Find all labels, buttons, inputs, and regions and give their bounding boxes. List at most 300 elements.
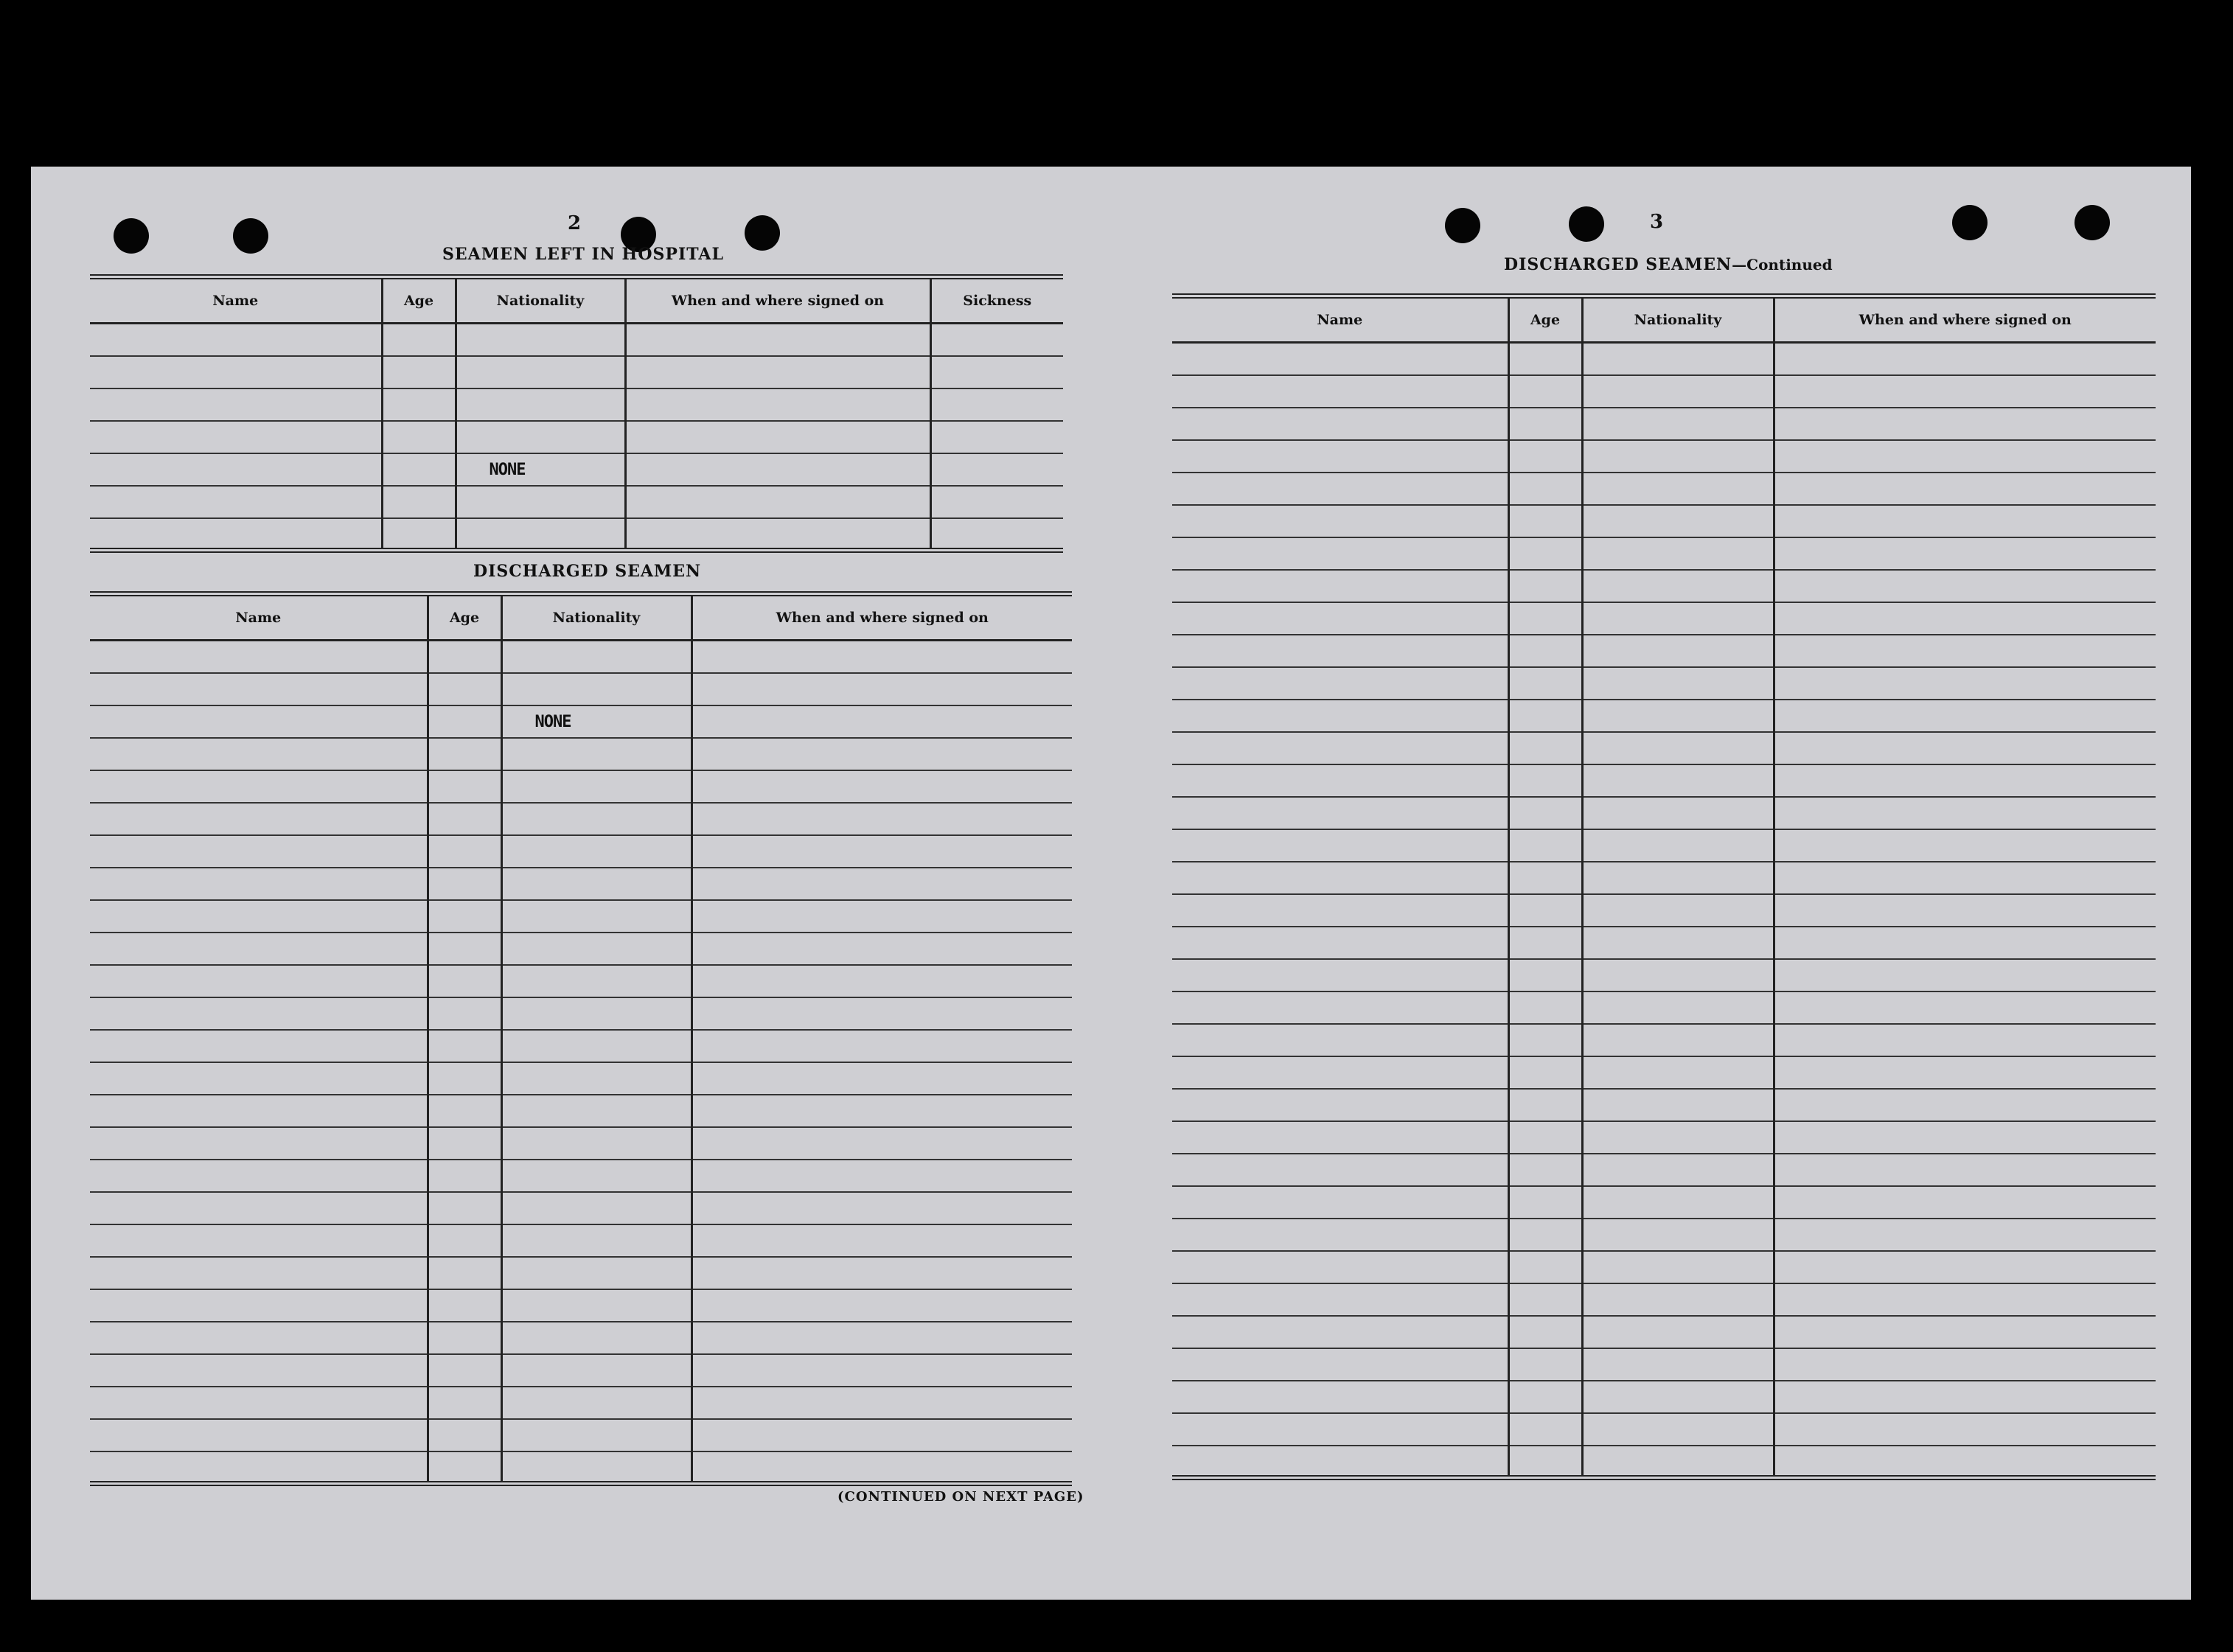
table-cell [930,388,1063,421]
table-cell [1172,862,1508,894]
table-cell [90,1224,428,1257]
table-cell [90,1322,428,1354]
table-cell [1508,1348,1582,1381]
table-cell [692,1192,1072,1224]
table-cell [428,1289,501,1322]
table-cell [1582,829,1774,862]
table-cell [501,965,692,997]
table-cell [1172,1219,1508,1251]
table-row [1172,927,2156,959]
table-row [90,324,1063,356]
table-cell [1582,1089,1774,1121]
table-cell [1508,1056,1582,1089]
table-cell [692,641,1072,673]
table-row [1172,700,2156,732]
table-cell [428,770,501,803]
table-cell [1508,408,1582,440]
table-cell [501,1192,692,1224]
punch-hole [233,218,268,254]
discharged-continued-title-main: DISCHARGED SEAMEN [1504,255,1732,274]
continued-suffix: —Continued [1732,256,1833,273]
table-cell [456,486,625,518]
table-cell [90,1095,428,1127]
table-row [90,965,1072,997]
table-row [1172,894,2156,927]
table-cell [1508,1381,1582,1413]
table-cell [501,770,692,803]
table-cell [90,1160,428,1192]
table-cell [1774,440,2156,473]
table-cell [1582,667,1774,700]
table-cell [428,1192,501,1224]
table-cell [1508,1316,1582,1348]
table-cell [1508,700,1582,732]
table-cell [1172,1283,1508,1316]
table-cell [1508,375,1582,408]
table-cell [501,1451,692,1484]
table-cell [90,453,382,486]
table-cell [90,673,428,705]
column-header-when-where: When and where signed on [1774,296,2156,343]
table-cell [692,1030,1072,1062]
table-cell [1172,1446,1508,1478]
table-cell [1172,1381,1508,1413]
table-cell [625,388,930,421]
table-row [1172,602,2156,635]
table-row [90,933,1072,965]
table-cell [382,453,456,486]
table-cell [1774,732,2156,764]
table-cell [90,1289,428,1322]
table-cell [501,1289,692,1322]
table-row [90,900,1072,933]
table-row [90,1451,1072,1484]
table-cell [1172,1186,1508,1219]
table-row [1172,1186,2156,1219]
table-row [90,1127,1072,1160]
table-row [1172,473,2156,505]
table-cell [625,324,930,356]
table-cell [625,421,930,453]
table-cell [501,1224,692,1257]
table-cell [1582,1186,1774,1219]
table-row [90,486,1063,518]
table-cell [90,1419,428,1451]
table-cell [90,900,428,933]
table-cell [428,1062,501,1095]
table-cell [1774,1186,2156,1219]
table-cell [1508,862,1582,894]
discharged-continued-title [1504,255,1833,274]
table-cell [1774,991,2156,1024]
table-cell [625,486,930,518]
table-cell [501,641,692,673]
table-cell [428,997,501,1030]
table-row [90,673,1072,705]
table-cell [1508,1121,1582,1154]
table-cell [1774,1154,2156,1186]
table-row [1172,829,2156,862]
table-cell [1774,797,2156,829]
table-cell [1582,991,1774,1024]
table-cell [692,1095,1072,1127]
table-cell [428,1160,501,1192]
column-header-name: Name [90,277,382,324]
table-cell [1774,1446,2156,1478]
table-cell [1172,1154,1508,1186]
table-cell [90,1257,428,1289]
table-cell [692,1322,1072,1354]
table-cell [428,641,501,673]
table-cell [428,965,501,997]
table-cell [1172,635,1508,667]
table-cell [692,803,1072,835]
table-cell [1774,1316,2156,1348]
table-cell [501,738,692,770]
table-row [90,738,1072,770]
table-cell [1508,732,1582,764]
table-cell [90,1354,428,1387]
table-cell [90,738,428,770]
table-cell [1172,732,1508,764]
table-cell [1774,667,2156,700]
table-cell [1582,1348,1774,1381]
table-cell [1582,440,1774,473]
hospital-table [90,274,1063,553]
table-cell [1582,959,1774,991]
table-cell [501,803,692,835]
table-cell [692,770,1072,803]
column-header-when-where: When and where signed on [692,594,1072,641]
table-cell [1508,894,1582,927]
table-cell [501,1030,692,1062]
table-row [90,1322,1072,1354]
table-row [90,356,1063,388]
table-cell [382,388,456,421]
table-cell [1172,797,1508,829]
table-cell [501,1387,692,1419]
table-cell [625,453,930,486]
table-cell [382,356,456,388]
table-cell [501,868,692,900]
table-cell [1508,1186,1582,1219]
column-header-sickness: Sickness [930,277,1063,324]
table-cell [1172,1251,1508,1283]
table-cell [1508,1219,1582,1251]
table-cell [1172,375,1508,408]
table-cell [692,738,1072,770]
table-cell [1172,505,1508,537]
table-cell [501,1095,692,1127]
table-cell [1582,1316,1774,1348]
table-cell [625,356,930,388]
column-header-nationality: Nationality [456,277,625,324]
table-cell [428,933,501,965]
table-cell [1582,1024,1774,1056]
table-cell [90,803,428,835]
discharged-continued-table-body [1172,343,2156,1478]
table-row [90,1354,1072,1387]
table-cell [428,1127,501,1160]
table-cell [1172,1413,1508,1446]
table-cell [692,1160,1072,1192]
table-cell [1172,1121,1508,1154]
table-cell [1172,1316,1508,1348]
table-cell [1774,1089,2156,1121]
hospital-section-title: SEAMEN LEFT IN HOSPITAL [442,245,724,264]
table-cell [1508,473,1582,505]
table-row [1172,1316,2156,1348]
table-cell [1774,343,2156,375]
table-row [1172,1024,2156,1056]
table-cell [1508,505,1582,537]
table-cell [90,356,382,388]
none-entry: NONE [489,460,526,479]
table-cell [1774,1024,2156,1056]
table-row [90,641,1072,673]
punch-hole [114,218,149,254]
table-cell [930,486,1063,518]
table-cell [1774,1283,2156,1316]
table-row [1172,764,2156,797]
table-cell [1774,408,2156,440]
table-cell [1172,991,1508,1024]
table-cell [1774,1219,2156,1251]
column-header-when-where: When and where signed on [625,277,930,324]
table-cell [692,1451,1072,1484]
table-cell [1582,700,1774,732]
table-cell [501,1322,692,1354]
table-cell [1508,1413,1582,1446]
table-row [90,388,1063,421]
none-entry: NONE [534,712,571,731]
table-cell [1774,1056,2156,1089]
discharged-table [90,591,1072,1486]
table-cell [1508,440,1582,473]
table-cell [90,868,428,900]
table-cell [1582,1446,1774,1478]
table-row [90,1224,1072,1257]
table-cell [90,705,428,738]
table-cell [1774,505,2156,537]
table-cell [930,356,1063,388]
table-row [90,1192,1072,1224]
table-row [90,1160,1072,1192]
table-cell [90,933,428,965]
table-cell [1508,1446,1582,1478]
table-cell [1508,1283,1582,1316]
table-cell [428,1257,501,1289]
column-header-age: Age [1508,296,1582,343]
table-row [90,1289,1072,1322]
table-cell [501,673,692,705]
table-row [90,770,1072,803]
table-cell [692,933,1072,965]
table-row [90,835,1072,868]
table-row [90,518,1063,551]
table-cell [90,486,382,518]
table-row [1172,1089,2156,1121]
table-row [1172,635,2156,667]
table-row [1172,1154,2156,1186]
table-cell [428,835,501,868]
table-cell [90,518,382,551]
table-cell [428,1322,501,1354]
table-cell [90,770,428,803]
table-row [90,997,1072,1030]
table-row [1172,959,2156,991]
table-cell [1774,894,2156,927]
table-cell [1582,635,1774,667]
table-row [1172,1121,2156,1154]
table-row [1172,505,2156,537]
table-cell [1508,797,1582,829]
table-cell [1508,343,1582,375]
table-cell [382,486,456,518]
table-row [90,705,1072,738]
table-cell [428,738,501,770]
table-cell [456,518,625,551]
table-cell [1172,700,1508,732]
table-cell [1172,764,1508,797]
column-header-name: Name [1172,296,1508,343]
table-cell [428,673,501,705]
table-cell [1582,473,1774,505]
table-cell [930,453,1063,486]
table-row [90,803,1072,835]
table-cell [1508,1154,1582,1186]
table-cell [692,1257,1072,1289]
table-row [1172,537,2156,570]
table-row [1172,667,2156,700]
table-row [1172,343,2156,375]
table-cell [692,868,1072,900]
discharged-section-title: DISCHARGED SEAMEN [473,562,702,581]
table-cell [1172,1089,1508,1121]
table-cell [1582,927,1774,959]
table-row [90,453,1063,486]
table-row [1172,1446,2156,1478]
table-cell [1582,1381,1774,1413]
table-cell [692,965,1072,997]
table-cell [501,1354,692,1387]
column-header-age: Age [428,594,501,641]
table-cell [1508,1024,1582,1056]
table-cell [1774,375,2156,408]
table-cell [1774,602,2156,635]
table-cell [1582,1413,1774,1446]
table-row [1172,991,2156,1024]
table-cell [1774,1348,2156,1381]
table-cell [1582,732,1774,764]
page-number-right: 3 [1650,211,1664,233]
table-cell [90,1127,428,1160]
table-row [90,1387,1072,1419]
table-cell [501,835,692,868]
table-cell [1172,1024,1508,1056]
column-header-age: Age [382,277,456,324]
table-cell [456,421,625,453]
table-row [1172,375,2156,408]
table-cell [930,324,1063,356]
table-cell [1172,667,1508,700]
table-cell [90,388,382,421]
table-cell [692,997,1072,1030]
table-cell [90,1192,428,1224]
table-cell [428,1030,501,1062]
table-cell [1582,343,1774,375]
table-cell [1508,635,1582,667]
table-cell [1582,1154,1774,1186]
discharged-continued-table [1172,293,2156,1480]
table-cell [1172,1348,1508,1381]
table-cell [1774,764,2156,797]
table-cell [428,1224,501,1257]
table-row [1172,1283,2156,1316]
table-cell [382,518,456,551]
table-row [90,1257,1072,1289]
table-cell [501,997,692,1030]
table-cell [456,356,625,388]
table-cell [90,641,428,673]
table-cell [1508,1089,1582,1121]
table-row [1172,732,2156,764]
table-cell [501,1257,692,1289]
table-cell [428,1451,501,1484]
table-row [1172,1251,2156,1283]
table-cell [930,518,1063,551]
punch-hole [1569,206,1604,242]
table-cell [692,1224,1072,1257]
table-cell [1774,700,2156,732]
form-sheet [31,167,2191,1600]
page-number-left: 2 [568,212,582,234]
table-cell [1582,1121,1774,1154]
table-cell [1774,1251,2156,1283]
table-cell [428,705,501,738]
table-cell [1774,570,2156,602]
table-cell [501,933,692,965]
table-cell [1582,408,1774,440]
table-cell [1774,635,2156,667]
table-cell [1582,602,1774,635]
table-cell [1172,602,1508,635]
table-row [90,1062,1072,1095]
continued-footer: (CONTINUED ON NEXT PAGE) [837,1489,1084,1505]
table-row [1172,862,2156,894]
column-header-name: Name [90,594,428,641]
table-cell [428,1419,501,1451]
table-cell [692,1127,1072,1160]
table-row [90,421,1063,453]
table-cell [501,1127,692,1160]
table-row [1172,1413,2156,1446]
table-cell [1508,570,1582,602]
table-cell [1172,408,1508,440]
table-cell [1172,570,1508,602]
table-cell [1582,1251,1774,1283]
table-cell [428,868,501,900]
table-cell [1172,894,1508,927]
table-cell [1774,1121,2156,1154]
table-cell [1508,602,1582,635]
table-cell [1172,440,1508,473]
table-cell [90,1062,428,1095]
column-header-nationality: Nationality [1582,296,1774,343]
table-cell [1172,959,1508,991]
table-cell [692,1062,1072,1095]
table-cell [90,1030,428,1062]
